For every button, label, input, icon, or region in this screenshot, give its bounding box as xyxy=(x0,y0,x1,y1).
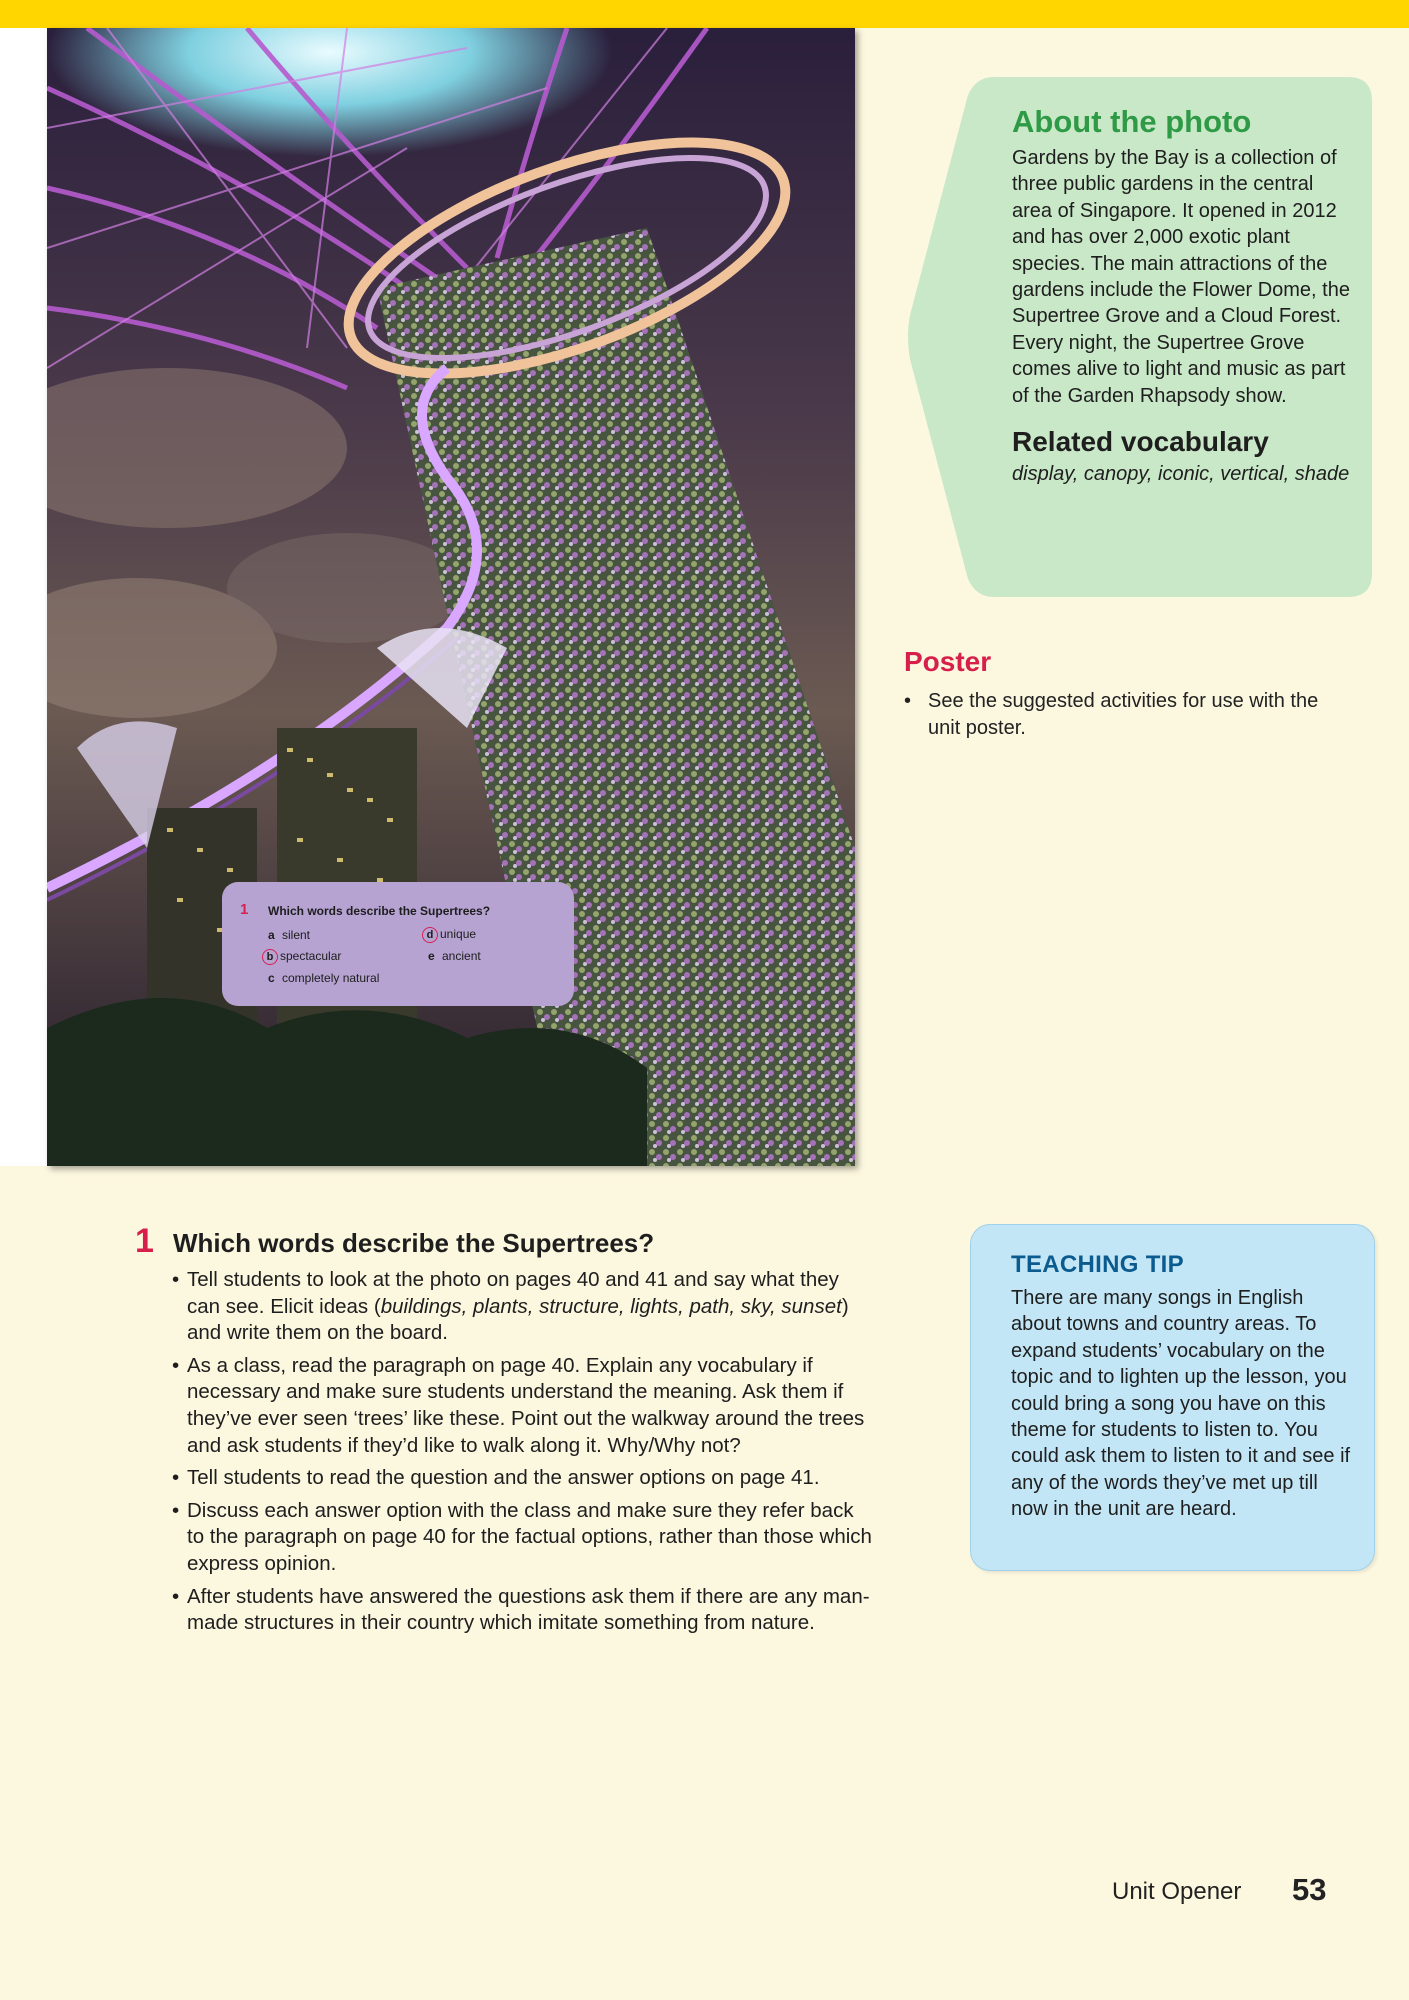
quiz-option-d: d unique xyxy=(422,927,476,943)
section-number: 1 xyxy=(135,1222,154,1260)
quiz-option-a: a silent xyxy=(268,928,311,942)
list-item: • Tell students to look at the photo on pages 40 and 41 and say what they can see. Elicit ideas (buildings, plants, structure, lights, path, sky, sunset) and write them on the board. xyxy=(172,1267,872,1347)
quiz-option-b: b spectacular xyxy=(262,949,341,965)
page-number: 53 xyxy=(1292,1872,1327,1907)
list-item: • Discuss each answer option with the class and make sure they refer back to the paragraph on page 40 for the factual options, rather than those which express opinion. xyxy=(172,1498,872,1578)
teaching-tip-title: TEACHING TIP xyxy=(1011,1251,1184,1278)
about-title: About the photo xyxy=(1012,104,1252,139)
teaching-tip-body: There are many songs in English about towns and country areas. To expand students’ vocabulary on the topic and to lighten up the lesson, you could bring a song you have on this theme for students to listen to. You could ask them to listen to it and see if any of the words they’ve met up till now in the unit are heard. xyxy=(1011,1287,1351,1521)
section-bullets xyxy=(172,1267,872,1643)
related-vocabulary-title: Related vocabulary xyxy=(1012,426,1269,458)
section-title: Which words describe the Supertrees? xyxy=(173,1228,655,1258)
list-item: • Tell students to read the question and the answer options on page 41. xyxy=(172,1465,872,1492)
list-item: • After students have answered the questions ask them if there are any man-made structures in their country which imitate something from nature. xyxy=(172,1584,872,1637)
about-the-photo-panel xyxy=(906,77,1372,597)
poster-heading: Poster xyxy=(904,646,992,677)
quiz-option-c: c completely natural xyxy=(268,971,380,985)
quiz-card xyxy=(222,882,574,1006)
top-color-bar xyxy=(0,0,1409,28)
quiz-number: 1 xyxy=(240,901,249,918)
poster-list xyxy=(904,688,1344,742)
about-body: Gardens by the Bay is a collection of three public gardens in the central area of Singapore. It opened in 2012 and has over 2,000 exotic plant species. The main attractions of the gardens include the Flower Dome, the Supertree Grove and a Cloud Forest. Every night, the Supertree Grove comes alive to light and music as part of the Garden Rhapsody show. xyxy=(1012,147,1350,407)
list-item: • See the suggested activities for use with the unit poster. xyxy=(904,688,1344,742)
teaching-tip-panel xyxy=(970,1224,1375,1571)
supertree-photo xyxy=(47,28,855,1166)
answer-circle: b xyxy=(262,949,278,965)
answer-circle: d xyxy=(422,927,438,943)
quiz-option-e: e ancient xyxy=(428,949,481,963)
quiz-question: Which words describe the Supertrees? xyxy=(268,904,491,918)
page-gutter xyxy=(0,28,47,1166)
footer-section-label: Unit Opener xyxy=(1112,1878,1242,1905)
list-item: • As a class, read the paragraph on page 40. Explain any vocabulary if necessary and make sure students understand the meaning. Ask them if they’ve ever seen ‘trees’ like these. Point out the walkway around the trees and ask students if they’d like to walk along it. Why/Why not? xyxy=(172,1353,872,1459)
related-vocabulary-list: display, canopy, iconic, vertical, shade xyxy=(1012,463,1350,486)
